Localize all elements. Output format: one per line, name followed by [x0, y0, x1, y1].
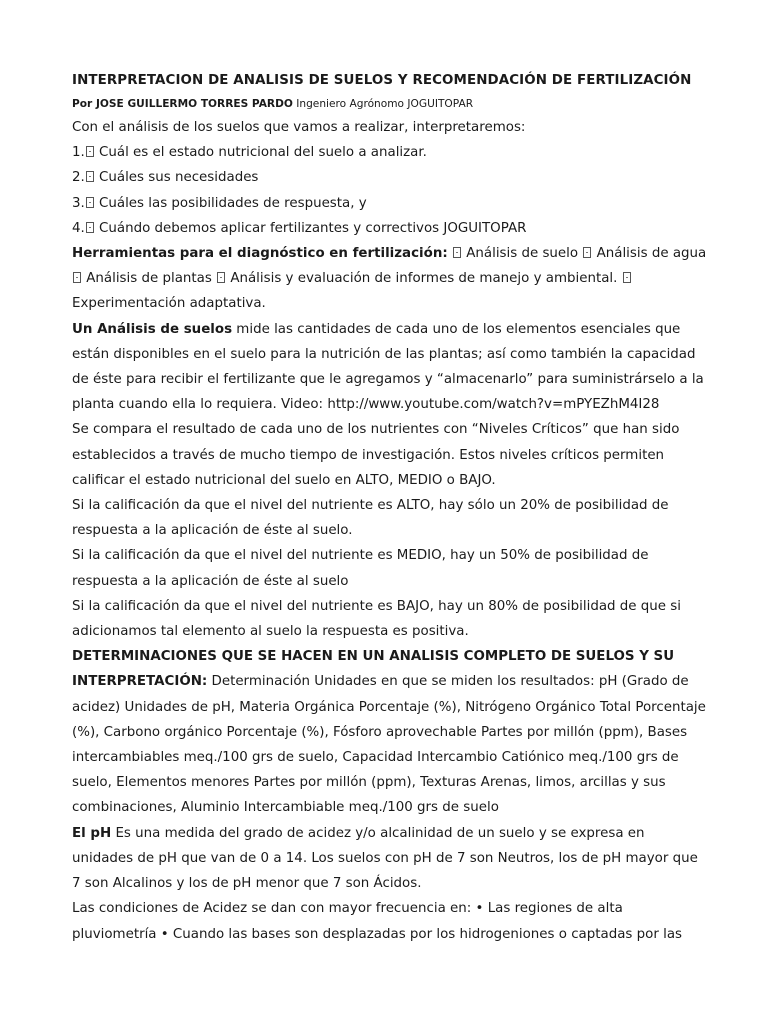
bajo-line: Si la calificación da que el nivel del nutriente es BAJO, hay un 80% de posibilidad de que si	[72, 598, 681, 614]
ph-line	[72, 821, 748, 846]
byline	[72, 97, 748, 111]
missing-glyph-icon	[86, 197, 94, 208]
determinaciones-heading-2: INTERPRETACIÓN:	[72, 674, 208, 690]
list-number: 4.	[72, 220, 85, 236]
ph-text: Es una medida del grado de acidez y/o alcalinidad de un suelo y se expresa en	[111, 825, 645, 841]
list-item	[72, 216, 748, 241]
list-number: 1.	[72, 145, 85, 161]
list-text: Cuáles las posibilidades de respuesta, y	[94, 195, 367, 211]
alto-line: Si la calificación da que el nivel del nutriente es ALTO, hay sólo un 20% de posibilidad de	[72, 498, 669, 514]
intro-line: Con el análisis de los suelos que vamos a realizar, interpretaremos:	[72, 120, 526, 135]
analisis-text: mide las cantidades de cada uno de los elementos esenciales que	[232, 321, 681, 337]
analisis-line: planta cuando ella lo requiera. Video: http://www.youtube.com/watch?v=mPYEZhM4I28	[72, 397, 660, 413]
list-item	[72, 140, 748, 165]
missing-glyph-icon	[86, 146, 94, 157]
bajo-line: adicionamos tal elemento al suelo la respuesta es positiva.	[72, 624, 469, 640]
acidez-line: pluviometría • Cuando las bases son desplazadas por los hidrogeniones o captadas por las	[72, 926, 683, 942]
missing-glyph-icon	[623, 272, 631, 283]
document-title: INTERPRETACION DE ANALISIS DE SUELOS Y RECOMENDACIÓN DE FERTILIZACIÓN	[72, 73, 692, 88]
alto-line: respuesta a la aplicación de éste al suelo.	[72, 523, 353, 539]
acidez-line: Las condiciones de Acidez se dan con mayor frecuencia en: • Las regiones de alta	[72, 901, 623, 917]
analisis-line: de éste para recibir el fertilizante que le agregamos y “almacenarlo” para suministrárselo a la	[72, 372, 704, 388]
byline-role: Ingeniero Agrónomo JOGUITOPAR	[292, 98, 474, 110]
determinaciones-text: Determinación Unidades en que se miden los resultados: pH (Grado de	[207, 674, 689, 690]
missing-glyph-icon	[583, 247, 591, 258]
determinaciones-line: intercambiables meq./100 grs de suelo, Capacidad Intercambio Catiónico meq./100 grs de	[72, 750, 679, 766]
medio-line: Si la calificación da que el nivel del nutriente es MEDIO, hay un 50% de posibilidad de	[72, 548, 649, 564]
herramientas-line-2	[72, 266, 748, 291]
list-text: Cuáles sus necesidades	[94, 170, 259, 186]
herramientas-line-3: Experimentación adaptativa.	[72, 296, 266, 312]
analisis-heading: Un Análisis de suelos	[72, 321, 233, 337]
missing-glyph-icon	[453, 247, 461, 258]
medio-line: respuesta a la aplicación de éste al suelo	[72, 573, 349, 589]
list-item	[72, 165, 748, 190]
determinaciones-line	[72, 669, 748, 694]
list-number: 2.	[72, 170, 85, 186]
compara-line: calificar el estado nutricional del suelo en ALTO, MEDIO o BAJO.	[72, 472, 496, 488]
herramientas-item: Análisis de plantas	[82, 271, 217, 287]
herramientas-heading: Herramientas para el diagnóstico en fertilización:	[72, 246, 448, 262]
herramientas-item: Análisis de suelo	[461, 246, 583, 262]
byline-author: Por JOSE GUILLERMO TORRES PARDO	[72, 98, 293, 110]
determinaciones-line: acidez) Unidades de pH, Materia Orgánica Porcentaje (%), Nitrógeno Orgánico Total Porcentaje	[72, 699, 706, 715]
herramientas-item: Análisis de agua	[592, 246, 707, 262]
list-text: Cuál es el estado nutricional del suelo a analizar.	[94, 145, 427, 161]
ph-line: unidades de pH que van de 0 a 14. Los suelos con pH de 7 son Neutros, los de pH mayor que	[72, 850, 698, 866]
ph-line: 7 son Alcalinos y los de pH menor que 7 son Ácidos.	[72, 876, 422, 892]
compara-line: Se compara el resultado de cada uno de los nutrientes con “Niveles Críticos” que han sido	[72, 422, 680, 438]
analisis-line	[72, 317, 748, 342]
missing-glyph-icon	[86, 171, 94, 182]
analisis-line: están disponibles en el suelo para la nutrición de las plantas; así como también la capacidad	[72, 346, 696, 362]
missing-glyph-icon	[217, 272, 225, 283]
ph-heading: El pH	[72, 825, 112, 841]
determinaciones-line: (%), Carbono orgánico Porcentaje (%), Fósforo aprovechable Partes por millón (ppm), Bases	[72, 724, 688, 740]
missing-glyph-icon	[73, 272, 81, 283]
list-number: 3.	[72, 195, 85, 211]
herramientas-line-1	[72, 241, 748, 266]
determinaciones-line: suelo, Elementos menores Partes por millón (ppm), Texturas Arenas, limos, arcillas y sus	[72, 775, 666, 791]
herramientas-item: Análisis y evaluación de informes de manejo y ambiental.	[226, 271, 622, 287]
determinaciones-heading: DETERMINACIONES QUE SE HACEN EN UN ANALISIS COMPLETO DE SUELOS Y SU	[72, 649, 675, 665]
list-item	[72, 191, 748, 216]
list-text: Cuándo debemos aplicar fertilizantes y correctivos JOGUITOPAR	[94, 220, 527, 236]
compara-line: establecidos a través de mucho tiempo de investigación. Estos niveles críticos permiten	[72, 447, 665, 463]
missing-glyph-icon	[86, 222, 94, 233]
determinaciones-line: combinaciones, Aluminio Intercambiable meq./100 grs de suelo	[72, 800, 499, 816]
